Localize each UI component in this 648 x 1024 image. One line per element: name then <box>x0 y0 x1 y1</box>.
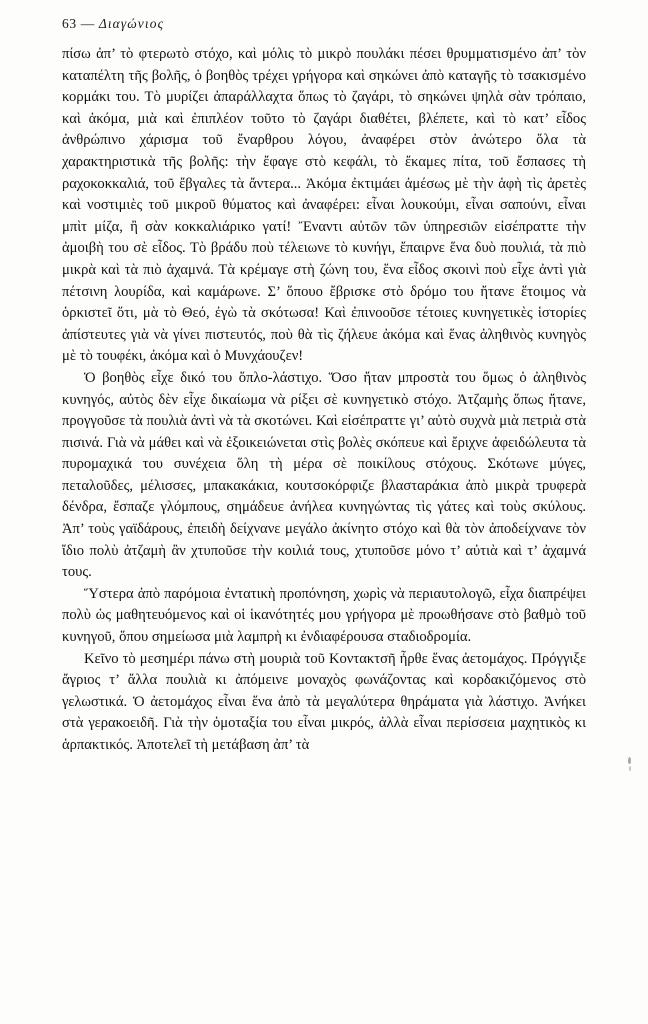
body-text <box>62 44 586 757</box>
page-speck <box>628 757 631 764</box>
running-head <box>62 16 164 32</box>
paragraph-2: Ὁ βοηθὸς εἶχε δικό του ὅπλο-λάστιχο. Ὅσο ἤταν μπροστὰ του ὅμως ὁ ἀληθινὸς κυνηγός, αὐτὸς δὲν εἶχε δικαίωμα νὰ ρίξει σὲ κυνηγετικὸ στόχο. Ἀτζαμὴς ὅπως ἤτανε, προγγοῦσε τὰ πουλιὰ ἀντὶ νὰ τὰ σκοτώνει. Καὶ εἰσέπραττε γι’ αὐτὸ συχνὰ μιὰ πετριὰ στὰ πισινά. Γιὰ νὰ μάθει καὶ νὰ ἐξοικειώνεται στὶς βολὲς σκόπευε καὶ ἔριχνε ἀφειδώλευτα τὰ πυρομαχικά του συνέχεια ὅλη τὴ μέρα σὲ ποικίλους στόχους. Σκότωνε μύγες, πεταλοῦδες, μέλισσες, μπακακάκια, κουτσοκόρφιζε βλασταράκια ἀπὸ μικρὰ τρυφερὰ δένδρα, ἔσπαζε γλόμπους, σημάδευε ἀνήλεα κυνηγώντας τὶς γάτες καὶ τοὺς σκύλους. Ἀπ’ τοὺς γαϊδάρους, ἐπειδὴ δείχνανε μεγάλο ἀκίνητο στόχο καὶ θὰ τὸν ἀποδείχνανε τὸν ἴδιο πολὺ ἀτζαμὴ ἂν χτυποῦσε τὴν κοιλιά τους, χτυποῦσε μόνο τ’ αὐτιὰ καὶ τ’ ἀχαμνά τους. <box>62 369 586 581</box>
header-dash: — <box>80 16 95 31</box>
running-title: Διαγώνιος <box>98 16 165 31</box>
page-number: 63 <box>62 16 77 31</box>
paragraph-4: Κεῖνο τὸ μεσημέρι πάνω στὴ μουριὰ τοῦ Κοντακτσῆ ἦρθε ἕνας ἀετομάχος. Πρόγγιξε ἄγριος τ’ ἄλλα πουλιὰ κι ἀπόμεινε μοναχὸς φωνάζοντας καὶ κορδακιζόμενος στὸ γελωστικά. Ὁ ἀετομάχος εἶναι ἕνα ἀπὸ τὰ μεγαλύτερα θηράματα γιὰ λάστιχο. Ἀνήκει στὰ γερακοειδῆ. Γιὰ τὴν ὁμοταξία του εἶναι μικρός, ἀλλὰ εἶναι περίσσεια μαχητικὸς κι ἁρπακτικός. Ἀποτελεῖ τὴ μετάβαση ἀπ’ τὰ <box>62 650 586 753</box>
page-speck <box>629 766 631 771</box>
paragraph-1: πίσω ἀπ’ τὸ φτερωτὸ στόχο, καὶ μόλις τὸ μικρὸ πουλάκι πέσει θρυμματισμένο ἀπ’ τὸν καταπέλτη τῆς βολῆς, ὁ βοηθὸς τρέχει γρήγορα καὶ σηκώνει ἀπὸ καταγῆς τὸ τσακισμένο κορμάκι του. Τὸ μυρίζει ἀπαράλλαχτα ὅπως τὸ ζαγάρι, τὸ σηκώνει ψηλὰ σὰν τρόπαιο, καὶ ἀκόμα, μιὰ καὶ ἐπιπλέον τοῦτο τὸ ζαγάρι διαθέτει, βλέπετε, καὶ τὸ κατ’ εἶδος ἀνθρώπινο χάρισμα τοῦ ἔναρθρου λόγου, ἀναφέρει στὸν ἀνώτερο ὅλα τὰ χαρακτηριστικὰ τῆς βολῆς: τὴν ἔφαγε στὸ κεφάλι, τὸ ἔκαμες πίτα, τοῦ ἔσπασες τὴ ραχοκοκκαλιά, τοῦ ἔβγαλες τὰ ἄντερα... Ἀκόμα ἐκτιμάει ἀμέσως μὲ τὴν ἁφὴ τὶς ἀρετὲς καὶ νοστιμιὲς τοῦ μικροῦ θύματος καὶ ἀναφέρει: εἶναι λουκούμι, εἶναι σαπούνι, εἶναι μπὶτ μίζα, ἢ σὰν κοκκαλιάρικο γατί! Ἔναντι αὐτῶν τῶν ὑπηρεσιῶν εἰσέπραττε τὴν ἀμοιβὴ του σὲ εἶδος. Τὸ βράδυ ποὺ τέλειωνε τὸ κυνήγι, ἔπαιρνε ἕνα δυὸ πουλιά, τὰ πιὸ μικρὰ καὶ τὰ πιὸ ἀχαμνά. Τὰ κρέμαγε στὴ ζώνη του, ἕνα εἶδος σκοινὶ ποὺ εἶχε ἀντὶ γιὰ πέτσινη λουρίδα, καὶ καμάρωνε. Σ’ ὅπουο ἔβρισκε στὸ δρόμο του ἤτανε ἕτοιμος νὰ ὁρκιστεῖ ὅτι, μὰ τὸ Θεό, ἐγὼ τὰ σκότωσα! Καὶ ἐπινοοῦσε τέτοιες κυνηγετικὲς ἱστορίες ἀπίστευτες γιὰ νὰ γίνει πιστευτός, ποὺ θὰ τὶς ζήλευε ἀκόμα καὶ ἕνας ἀληθινὸς κυνηγὸς μὲ τὸ τουφέκι, ἀκόμα καὶ ὁ Μυνχάουζεν! <box>62 46 586 365</box>
paragraph-3: Ὕστερα ἀπὸ παρόμοια ἐντατικὴ προπόνηση, χωρὶς νὰ περιαυτολογῶ, εἶχα διαπρέψει πολὺ ὡς μαθητευόμενος καὶ οἱ ἱκανότητές μου γρήγορα μὲ προωθήσανε στὸ βαθμὸ τοῦ κυνηγοῦ, ὅπου σημείωσα μιὰ λαμπρὴ κι ἐνδιαφέρουσα σταδιοδρομία. <box>62 585 586 646</box>
